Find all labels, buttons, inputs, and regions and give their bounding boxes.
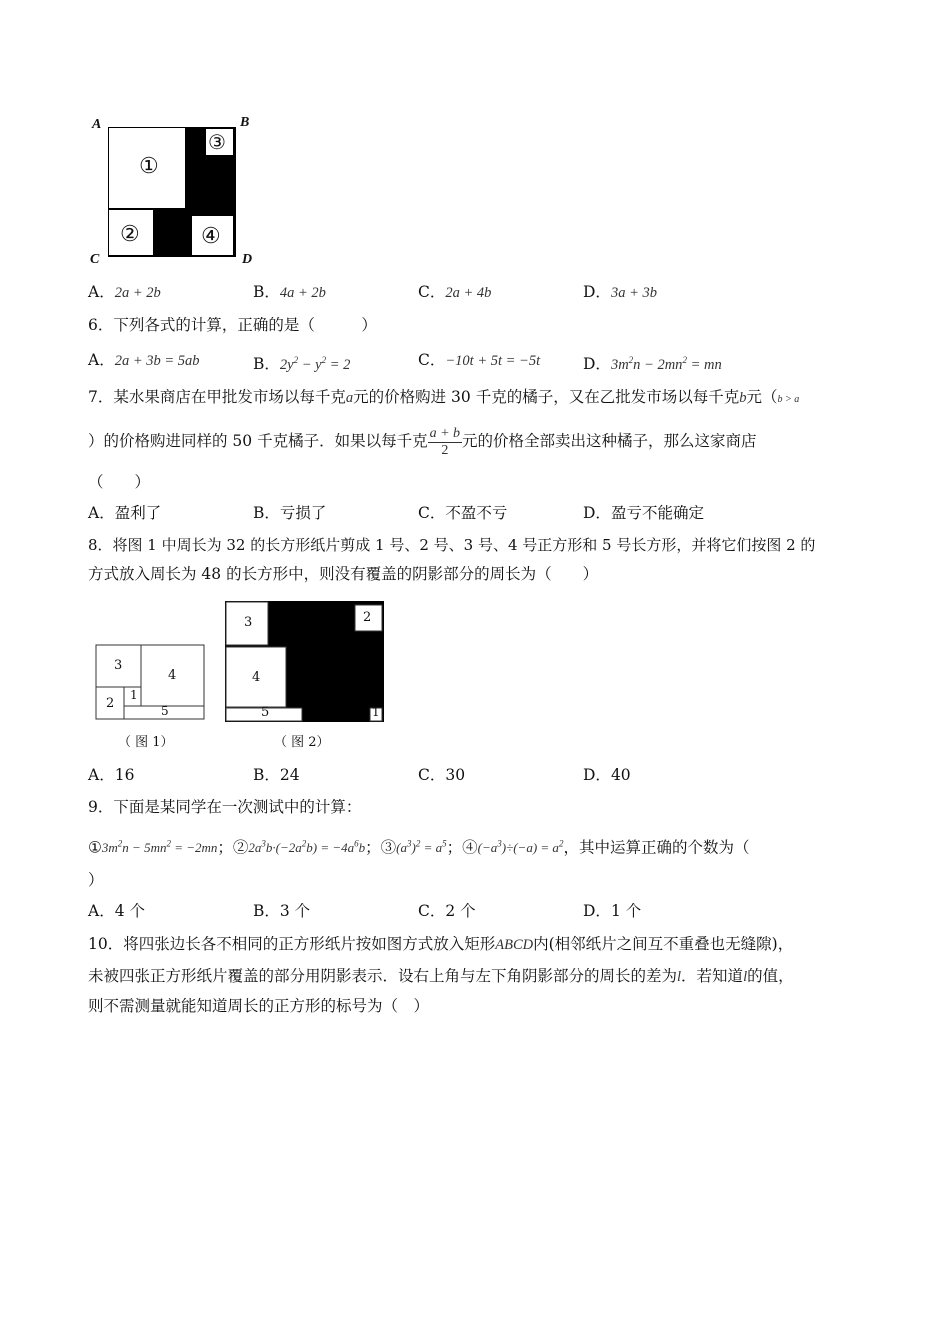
- fig1-label-4: 4: [168, 668, 177, 683]
- option-expr: 3a + 3b: [610, 285, 657, 301]
- option-letter: C．: [418, 283, 446, 301]
- q7-fraction: $\frac{a + b}{2}$: [429, 425, 461, 458]
- option-text: 4 个: [114, 902, 145, 920]
- q5-label-a: A: [92, 117, 102, 132]
- fig2-label-2: 2: [363, 610, 372, 625]
- option-letter: A．: [88, 504, 115, 522]
- q10-line2: 未被四张正方形纸片覆盖的部分用阴影表示．设右上角与左下角阴影部分的周长的差为l．若知道l的值，: [88, 967, 794, 985]
- option-letter: D．: [583, 902, 611, 920]
- q5-num-4: ④: [201, 224, 221, 249]
- q8-figure-1: [95, 644, 207, 720]
- q6-option-a[interactable]: [88, 350, 200, 371]
- option-expr: −10t + 5t = −5t: [445, 353, 541, 369]
- q8-option-d[interactable]: [583, 765, 631, 785]
- option-expr: $3m^2n - 2mn^2$ = mn: [610, 355, 722, 373]
- option-text: 盈亏不能确定: [610, 504, 704, 522]
- q5-label-d: D: [242, 252, 253, 267]
- option-letter: C．: [418, 351, 446, 369]
- option-letter: A．: [88, 351, 115, 369]
- option-text: 3 个: [279, 902, 311, 920]
- option-letter: D．: [583, 766, 611, 784]
- fig2-label-5: 5: [261, 705, 270, 720]
- q5-figure: [88, 112, 268, 272]
- option-letter: A．: [88, 766, 115, 784]
- q5-label-c: C: [90, 252, 100, 267]
- q5-num-2: ②: [120, 222, 140, 247]
- option-letter: C．: [418, 766, 446, 784]
- option-letter: B．: [253, 902, 280, 920]
- option-expr: 2a + 2b: [114, 285, 161, 301]
- q8-option-a[interactable]: [88, 765, 134, 785]
- option-text: 16: [114, 766, 135, 784]
- option-letter: C．: [418, 902, 446, 920]
- q5-figure-svg: [88, 112, 268, 272]
- q7-option-b[interactable]: [253, 503, 326, 523]
- q7-line2: ）的价格购进同样的 50 千克橘子．如果以每千克 $\frac{a + b}{2}$ 元的价格全部卖出这种橘子，那么这家商店: [88, 425, 757, 458]
- option-expr: 2a + 3b = 5ab: [114, 353, 200, 369]
- q7-option-c[interactable]: [418, 503, 507, 523]
- option-letter: D．: [583, 504, 611, 522]
- q5-option-c[interactable]: [418, 282, 491, 303]
- option-text: 30: [445, 766, 466, 784]
- fig2-label-3: 3: [244, 615, 253, 630]
- q9-option-d[interactable]: [583, 901, 641, 921]
- option-text: 24: [279, 766, 300, 784]
- q6-option-b[interactable]: [253, 350, 350, 375]
- q8-line1: 8．将图 1 中周长为 32 的长方形纸片剪成 1 号、2 号、3 号、4 号正方形和 5 号长方形，并将它们按图 2 的: [88, 536, 816, 554]
- q8-line2: 方式放入周长为 48 的长方形中，则没有覆盖的阴影部分的周长为（ ）: [88, 565, 599, 583]
- option-letter: D．: [583, 354, 611, 373]
- q9-close: ）: [88, 871, 104, 889]
- fig1-label-1: 1: [130, 688, 138, 702]
- q10-line3: 则不需测量就能知道周长的正方形的标号为（ ）: [88, 997, 430, 1015]
- q5-option-a[interactable]: [88, 282, 161, 303]
- option-expr: $2y^2 - y^2 = 2$: [279, 355, 351, 373]
- fig1-label-3: 3: [114, 658, 123, 673]
- option-text: 40: [610, 766, 631, 784]
- q6-option-c[interactable]: [418, 350, 540, 371]
- option-letter: D．: [583, 283, 611, 301]
- option-letter: C．: [418, 504, 446, 522]
- option-letter: B．: [253, 283, 280, 301]
- q7-line1: 7．某水果商店在甲批发市场以每千克a元的价格购进 30 千克的橘子，又在乙批发市场以每千克b元（b > a: [88, 388, 800, 406]
- q8-option-c[interactable]: [418, 765, 465, 785]
- fig2-label-1: 1: [372, 705, 380, 719]
- q6-option-d[interactable]: [583, 350, 722, 375]
- fig1-label-5: 5: [161, 704, 169, 718]
- q5-label-b: B: [240, 115, 250, 130]
- q9-option-a[interactable]: [88, 901, 145, 921]
- q9-calculations: $①3m^2n - 5mn^2 = -2mn$；$②2a^3b\cdot(-2a^2b) = -4a^6b$；$③(a^3)^2 = a^5$；$④(-a^3)\div(-a) = a^2$，其中运算正确的个数为（: [88, 838, 750, 857]
- q7-option-a[interactable]: [88, 503, 161, 523]
- q7-option-d[interactable]: [583, 503, 704, 523]
- q6-stem: 6．下列各式的计算，正确的是（ ）: [88, 316, 377, 334]
- q5-option-d[interactable]: [583, 282, 657, 303]
- fig1-label-2: 2: [106, 696, 115, 711]
- option-letter: A．: [88, 902, 115, 920]
- q8-fig1-caption: （ 图 1）: [118, 735, 174, 750]
- q8-fig2-caption: （ 图 2）: [274, 735, 330, 750]
- q9-option-b[interactable]: [253, 901, 310, 921]
- q5-option-b[interactable]: [253, 282, 326, 303]
- q9-option-c[interactable]: [418, 901, 476, 921]
- q7-paren: （ ）: [88, 473, 151, 491]
- option-letter: A．: [88, 283, 115, 301]
- option-text: 2 个: [445, 902, 476, 920]
- option-text: 盈利了: [114, 504, 162, 522]
- option-expr: 2a + 4b: [445, 285, 492, 301]
- q5-num-3: ③: [208, 130, 226, 154]
- q5-num-1: ①: [139, 154, 159, 179]
- option-text: 亏损了: [279, 504, 327, 522]
- q9-stem: 9．下面是某同学在一次测试中的计算：: [88, 798, 362, 816]
- q10-line1: 10．将四张边长各不相同的正方形纸片按如图方式放入矩形ABCD内(相邻纸片之间互不重叠也无缝隙)，: [88, 935, 794, 953]
- option-expr: 4a + 2b: [279, 285, 326, 301]
- option-text: 不盈不亏: [445, 504, 508, 522]
- fig2-label-4: 4: [252, 670, 261, 685]
- option-letter: B．: [253, 504, 280, 522]
- option-text: 1 个: [610, 902, 642, 920]
- q8-option-b[interactable]: [253, 765, 300, 785]
- option-letter: B．: [253, 354, 280, 373]
- q8-figure-2: [224, 600, 386, 724]
- option-letter: B．: [253, 766, 280, 784]
